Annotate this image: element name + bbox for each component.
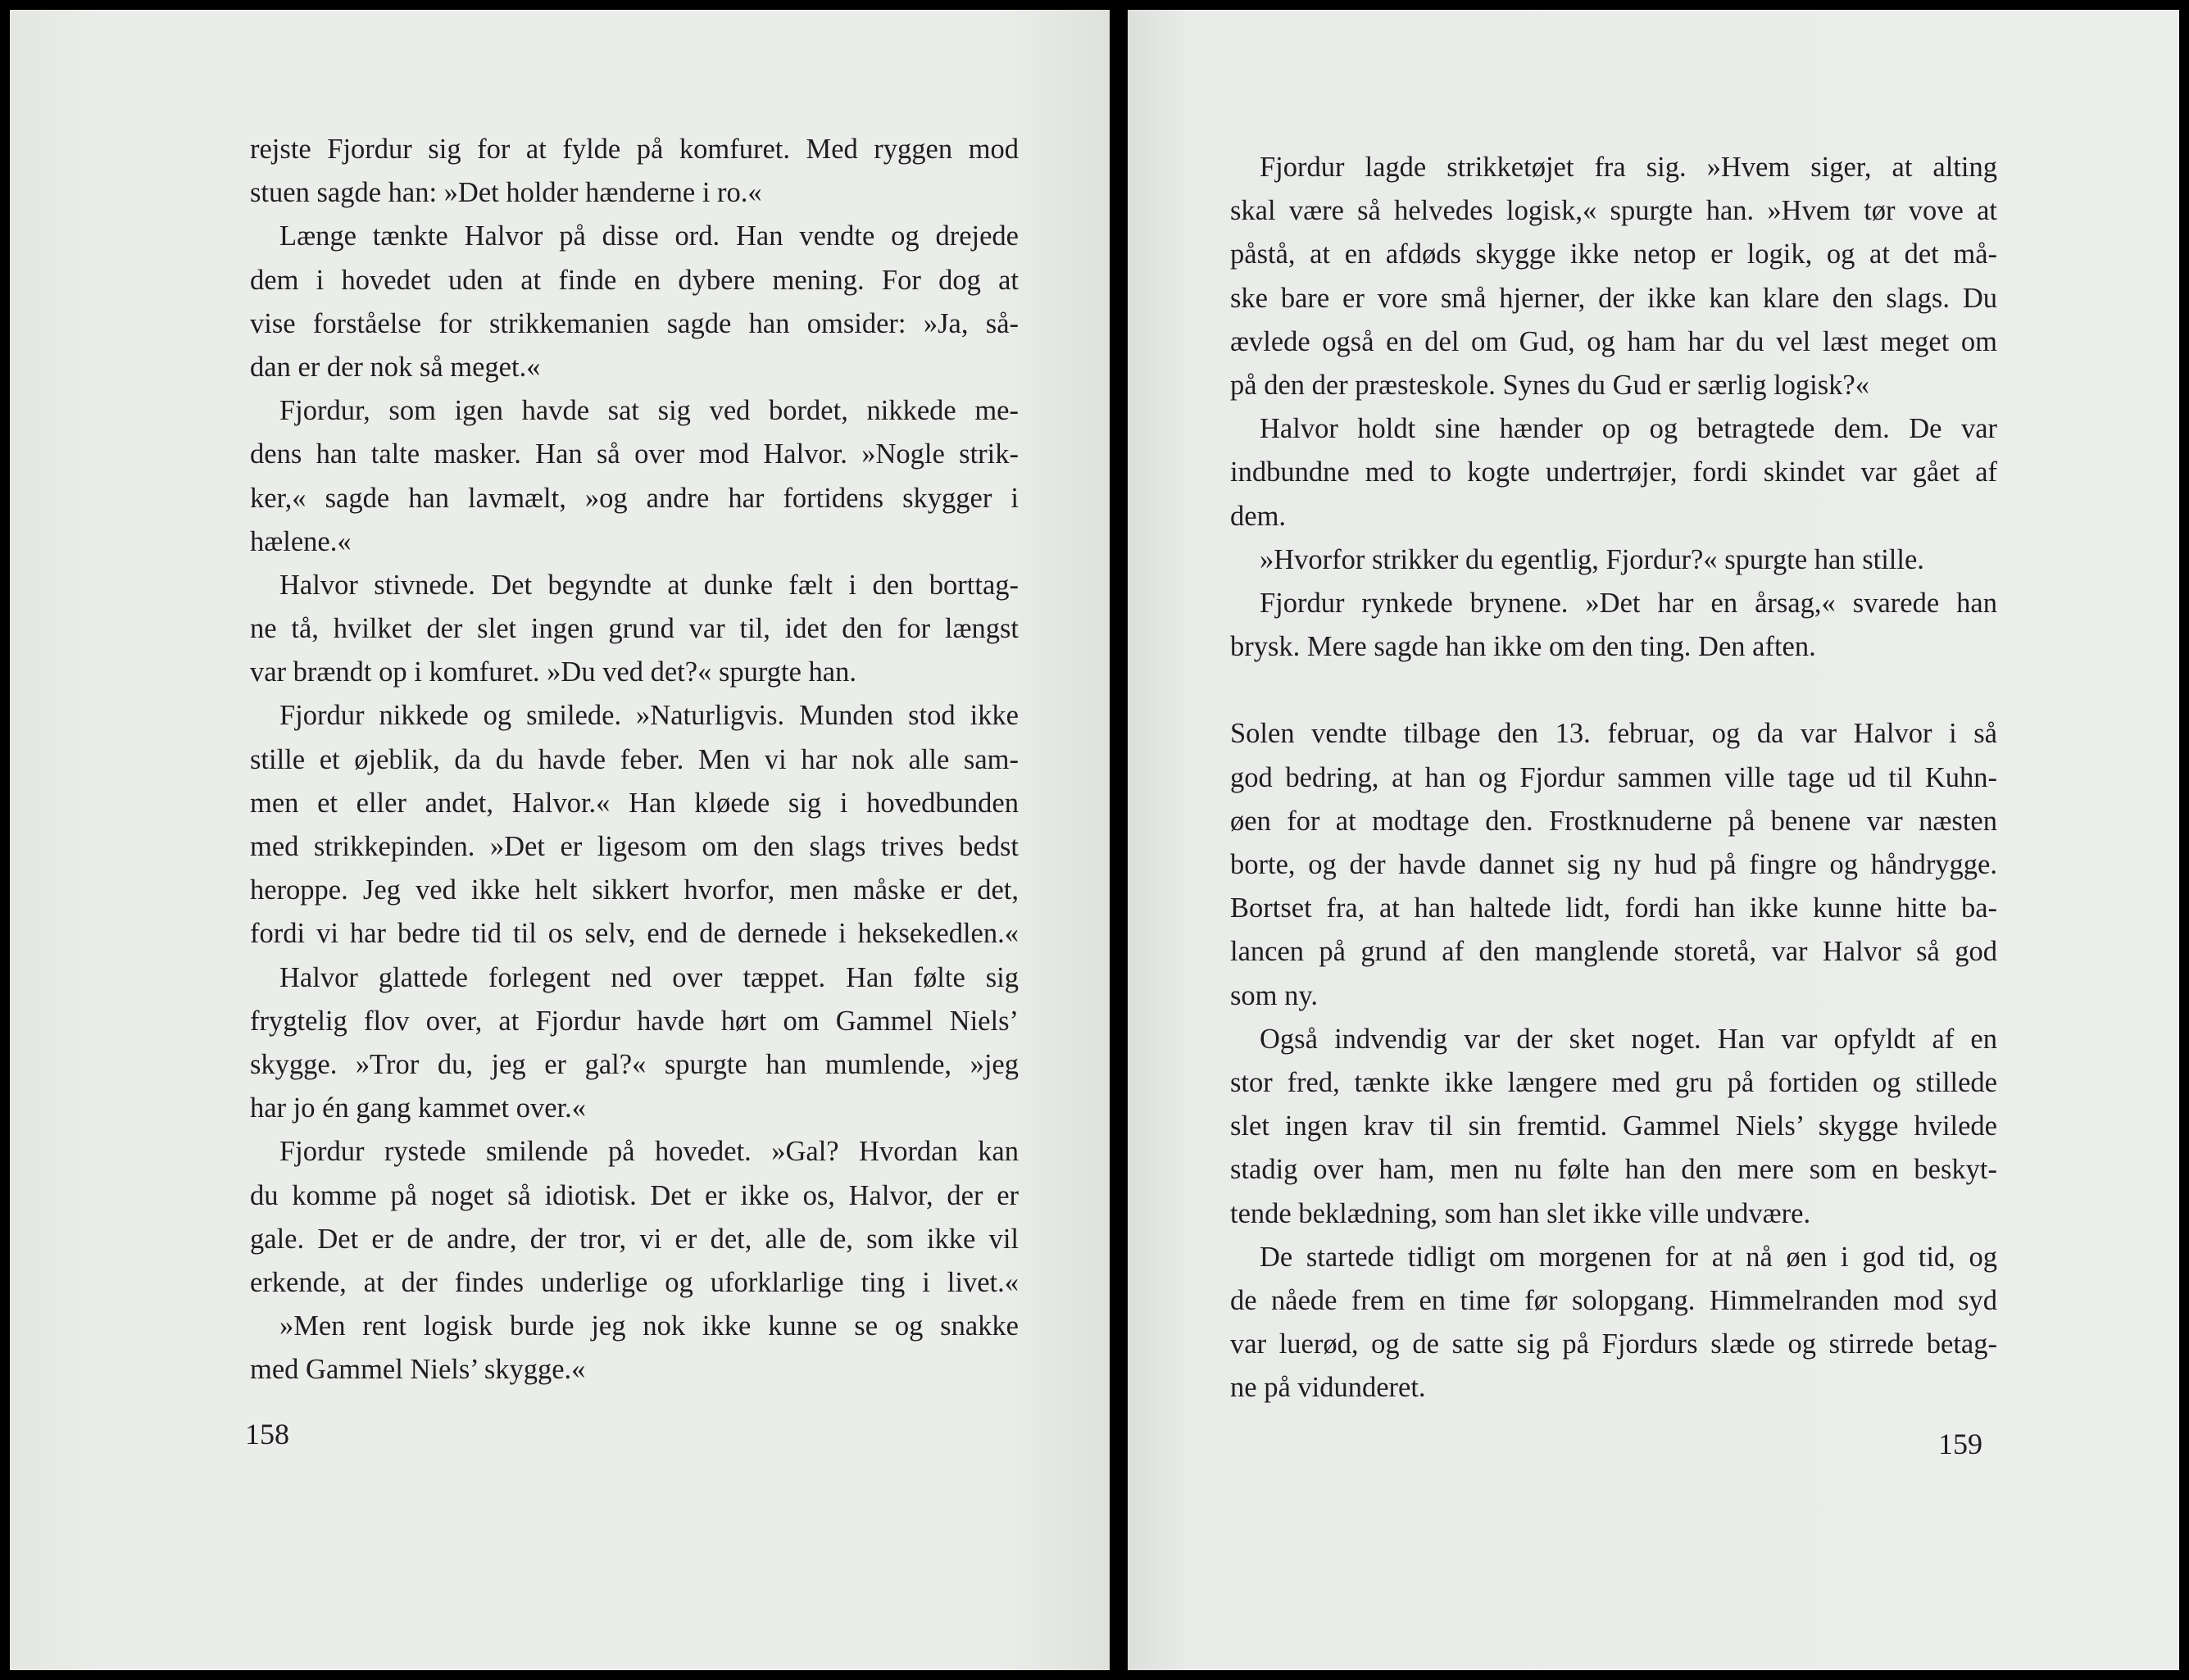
text-line: du komme på noget så idiotisk. Det er ikke os, Halvor, der er [250, 1179, 1019, 1211]
text-line: indbundne med to kogte undertrøjer, fordi skindet var gået af [1230, 456, 1997, 488]
text-line: var brændt op i komfuret. »Du ved det?« spurgte han. [250, 656, 856, 688]
text-line: Fjordur nikkede og smilede. »Naturligvis. Munden stod ikke [279, 700, 1019, 732]
text-line: dan er der nok så meget.« [250, 351, 541, 383]
left-page-number: 158 [245, 1418, 289, 1451]
text-line: har jo én gang kammet over.« [250, 1092, 587, 1124]
text-line: tende beklædning, som han slet ikke ville undvære. [1230, 1197, 1811, 1229]
text-line: gale. Det er de andre, der tror, vi er det, alle de, som ikke vil [250, 1223, 1019, 1255]
section-break [1230, 669, 1997, 712]
text-line: ker,« sagde han lavmælt, »og andre har fortidens skygger i [250, 482, 1019, 514]
left-page-text [250, 128, 1019, 1392]
text-line: brysk. Mere sagde han ikke om den ting. Den aften. [1230, 631, 1816, 663]
text-line: De startede tidligt om morgenen for at nå øen i god tid, og [1260, 1241, 1997, 1273]
text-line: Bortset fra, at han haltede lidt, fordi han ikke kunne hitte ba- [1230, 892, 1997, 924]
text-line: Fjordur rystede smilende på hovedet. »Gal? Hvordan kan [279, 1136, 1019, 1168]
text-line: erkende, at der findes underlige og uforklarlige ting i livet.« [250, 1266, 1019, 1298]
text-line: dem i hovedet uden at finde en dybere mening. For dog at [250, 264, 1019, 296]
text-line: dens han talte masker. Han så over mod Halvor. »Nogle strik- [250, 438, 1019, 470]
text-line: men et eller andet, Halvor.« Han kløede sig i hovedbunden [250, 787, 1019, 819]
text-line: skygge. »Tror du, jeg er gal?« spurgte han mumlende, »jeg [250, 1048, 1019, 1080]
text-line: »Men rent logisk burde jeg nok ikke kunne se og snakke [279, 1310, 1019, 1342]
text-line: Fjordur, som igen havde sat sig ved bordet, nikkede me- [279, 395, 1019, 427]
text-line: stuen sagde han: »Det holder hænderne i ro.« [250, 177, 762, 209]
right-page [1128, 10, 2179, 1670]
text-line: påstå, at en afdøds skygge ikke netop er logik, og at det må- [1230, 238, 1997, 270]
text-line: stille et øjeblik, da du havde feber. Men vi har nok alle sam- [250, 743, 1019, 775]
text-line: Halvor holdt sine hænder op og betragtede dem. De var [1260, 413, 1997, 445]
text-line: frygtelig flov over, at Fjordur havde hørt om Gammel Niels’ [250, 1005, 1019, 1037]
right-page-text [1230, 146, 1997, 1410]
text-line: Fjordur rynkede brynene. »Det har en årsag,« svarede han [1260, 587, 1997, 619]
text-line: de nåede frem en time før solopgang. Himmelranden mod syd [1230, 1284, 1997, 1316]
text-line: ne tå, hvilket der slet ingen grund var til, idet den for længst [250, 613, 1019, 645]
text-line: øen for at modtage den. Frostknuderne på benene var næsten [1230, 805, 1997, 837]
text-line: heroppe. Jeg ved ikke helt sikkert hvorfor, men måske er det, [250, 874, 1019, 906]
text-line: Længe tænkte Halvor på disse ord. Han vendte og drejede [279, 220, 1019, 252]
text-line: med Gammel Niels’ skygge.« [250, 1354, 586, 1386]
text-line: »Hvorfor strikker du egentlig, Fjordur?« spurgte han stille. [1260, 543, 1924, 575]
text-line: stor fred, tænkte ikke længere med gru på fortiden og stillede [1230, 1066, 1997, 1098]
text-line: Halvor stivnede. Det begyndte at dunke fælt i den borttag- [279, 569, 1019, 601]
text-line: slet ingen krav til sin fremtid. Gammel Niels’ skygge hvilede [1230, 1110, 1997, 1142]
text-line: borte, og der havde dannet sig ny hud på fingre og håndrygge. [1230, 849, 1997, 880]
text-line: vise forståelse for strikkemanien sagde han omsider: »Ja, så- [250, 307, 1019, 339]
text-line: rejste Fjordur sig for at fylde på komfuret. Med ryggen mod [250, 134, 1019, 165]
right-page-number: 159 [1938, 1428, 1982, 1460]
text-line: god bedring, at han og Fjordur sammen ville tage ud til Kuhn- [1230, 761, 1997, 793]
text-line: som ny. [1230, 979, 1319, 1011]
text-line: Halvor glattede forlegent ned over tæppet. Han følte sig [279, 961, 1019, 993]
text-line: Solen vendte tilbage den 13. februar, og da var Halvor i så [1230, 718, 1997, 750]
text-line: dem. [1230, 500, 1287, 532]
text-line: med strikkepinden. »Det er ligesom om den slags trives bedst [250, 831, 1019, 862]
text-line: stadig over ham, men nu følte han den mere som en beskyt- [1230, 1154, 1997, 1186]
text-line: lancen på grund af den manglende storetå, var Halvor så god [1230, 936, 1997, 968]
text-line: var luerød, og de satte sig på Fjordurs slæde og stirrede betag- [1230, 1328, 1997, 1360]
text-line: ævlede også en del om Gud, og ham har du vel læst meget om [1230, 325, 1997, 357]
text-line: ske bare er vore små hjerner, der ikke kan klare den slags. Du [1230, 282, 1997, 314]
text-line: Også indvendig var der sket noget. Han var opfyldt af en [1260, 1023, 1997, 1055]
text-line: på den der præsteskole. Synes du Gud er særlig logisk?« [1230, 369, 1869, 401]
left-page [10, 10, 1110, 1670]
text-line: Fjordur lagde strikketøjet fra sig. »Hvem siger, at alting [1260, 152, 1997, 183]
text-line: ne på vidunderet. [1230, 1372, 1426, 1404]
text-line: fordi vi har bedre tid til os selv, end de dernede i heksekedlen.« [250, 918, 1019, 950]
text-line: skal være så helvedes logisk,« spurgte han. »Hvem tør vove at [1230, 195, 1997, 227]
text-line: hælene.« [250, 525, 352, 557]
